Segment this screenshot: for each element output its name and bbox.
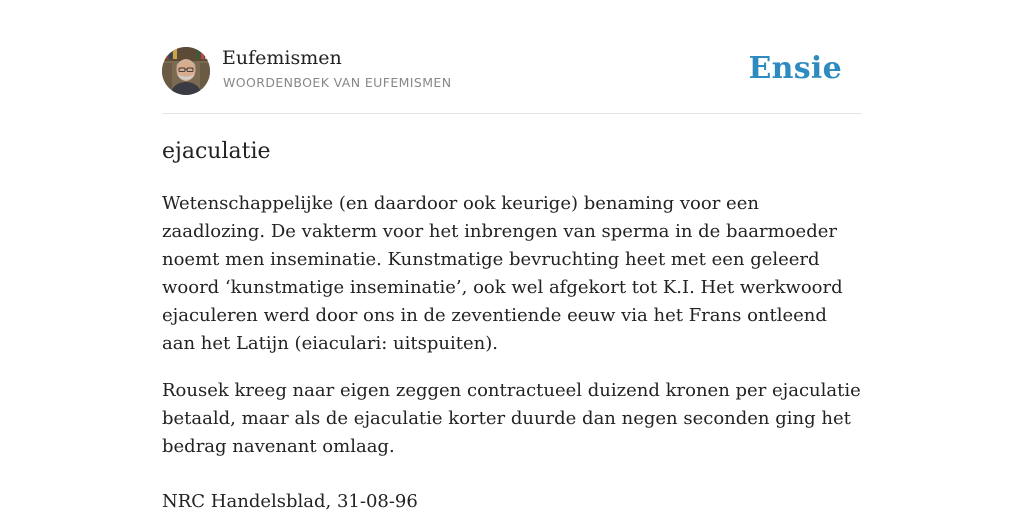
- content-column: [162, 0, 862, 512]
- quote-paragraph: Rousek kreeg naar eigen zeggen contractueel duizend kronen per ejaculatie betaald, maar als de ejaculatie korter duurde dan negen seconden ging het bedrag navenant omlaag.: [162, 380, 861, 457]
- author-portrait-icon: [162, 47, 210, 95]
- definition-paragraph: Wetenschappelijke (en daardoor ook keurige) benaming voor een zaadlozing. De vakterm voor het inbrengen van sperma in de baarmoeder noemt men inseminatie. Kunstmatige bevruchting heet met een geleerd woord ‘kunstmatige inseminatie’, ook wel afgekort tot K.I. Het werkwoord ejaculeren werd door ons in de zeventiende eeuw via het Frans ontleend aan het Latijn (eiaculari: uitspuiten).: [162, 193, 843, 354]
- author-avatar[interactable]: [162, 47, 210, 95]
- page-header: [162, 0, 862, 114]
- entry-title: ejaculatie: [162, 139, 271, 164]
- ensie-logo[interactable]: Ensie: [748, 51, 842, 86]
- author-name[interactable]: Eufemismen: [222, 47, 342, 69]
- quote-source: NRC Handelsblad, 31-08-96: [162, 491, 418, 512]
- entry-body: [162, 190, 862, 512]
- author-subtitle[interactable]: WOORDENBOEK VAN EUFEMISMEN: [223, 75, 452, 90]
